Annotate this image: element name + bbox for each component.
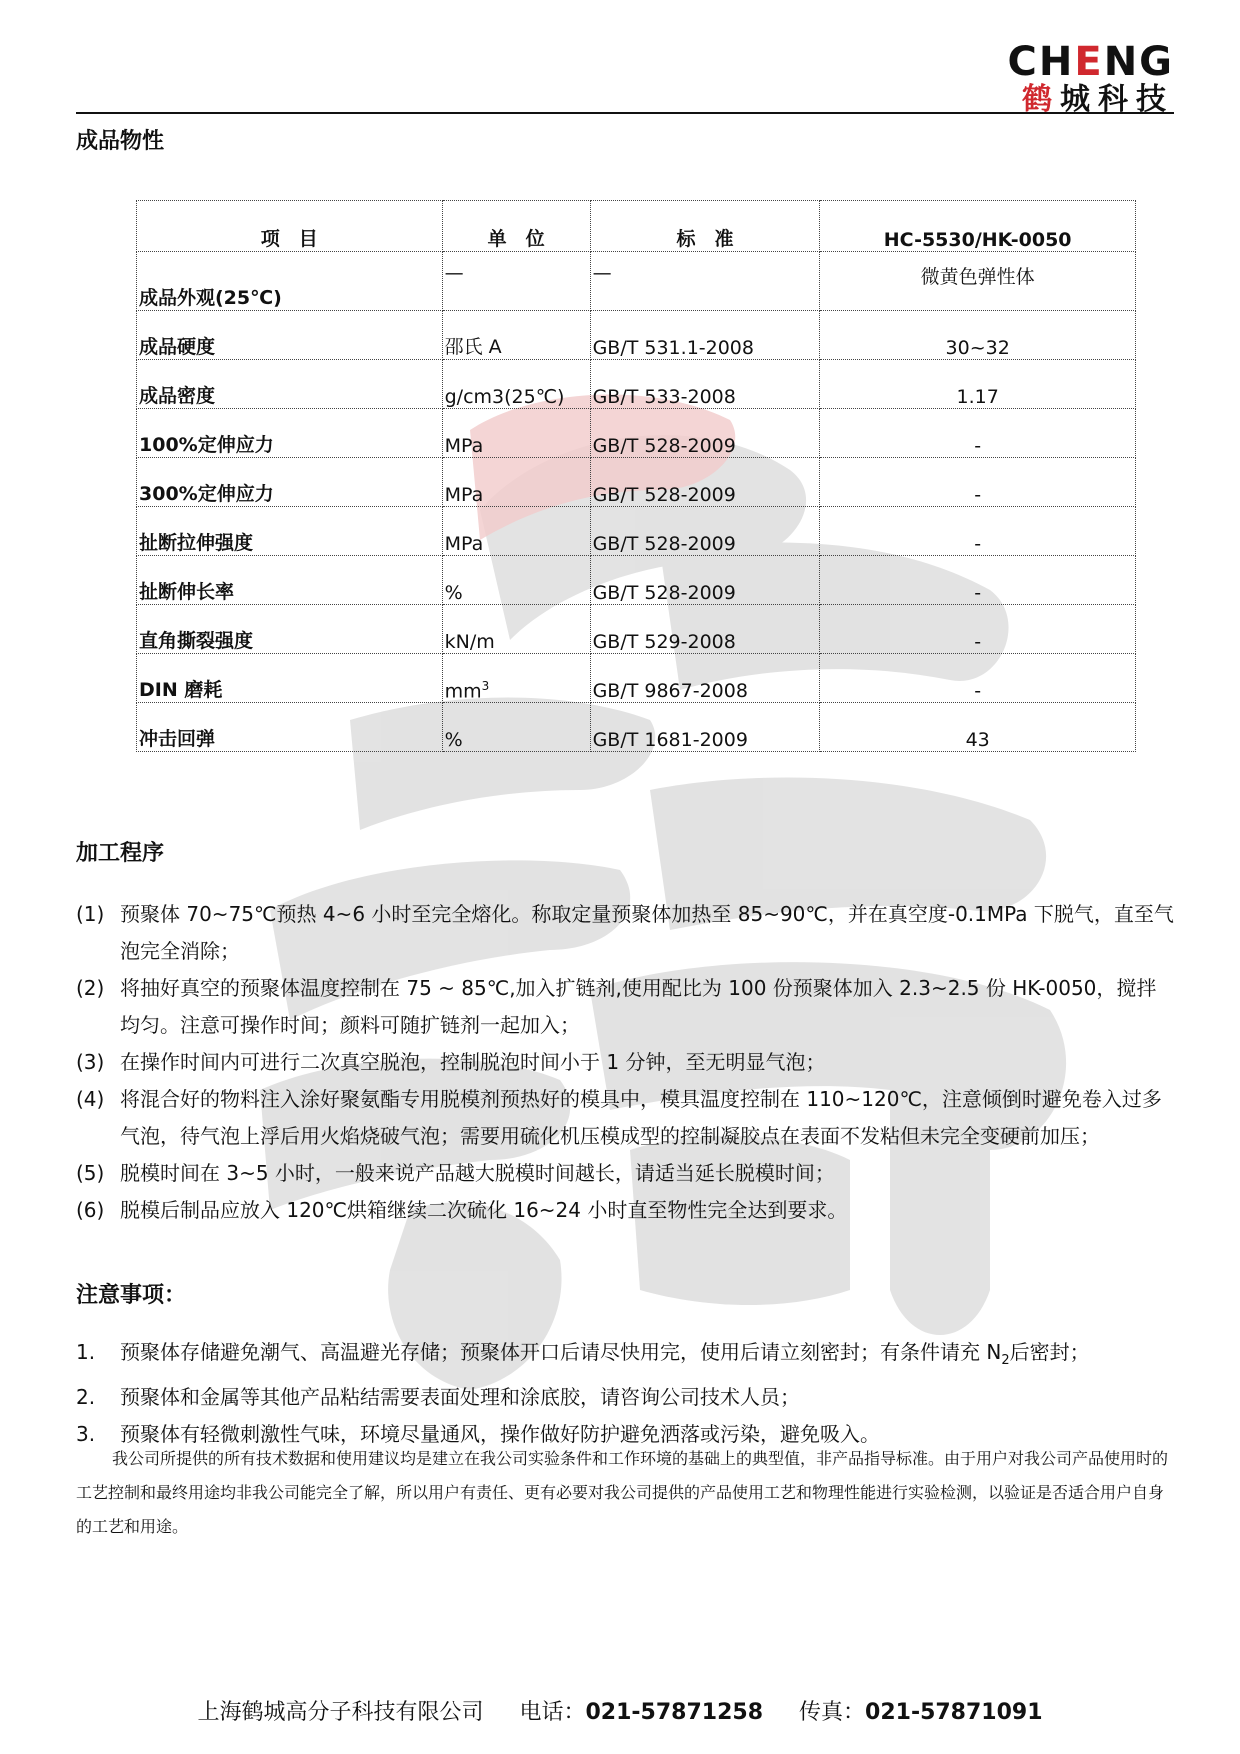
- cell-unit: MPa: [442, 409, 590, 458]
- cell-value: -: [820, 556, 1136, 605]
- cell-value: 43: [820, 703, 1136, 752]
- properties-title: 成品物性: [76, 129, 165, 154]
- cell-item: 300%定伸应力: [137, 458, 443, 507]
- cell-standard: GB/T 528-2009: [590, 507, 820, 556]
- cell-unit: MPa: [442, 507, 590, 556]
- table-row: [137, 311, 1136, 360]
- cell-standard: —: [590, 252, 820, 311]
- step-text: 脱模时间在 3~5 小时，一般来说产品越大脱模时间越长，请适当延长脱模时间；: [120, 1161, 835, 1185]
- cell-value: -: [820, 654, 1136, 703]
- cell-standard: GB/T 528-2009: [590, 458, 820, 507]
- step-text: 将混合好的物料注入涂好聚氨酯专用脱模剂预热好的模具中，模具温度控制在 110~120℃，注意倾倒时避免卷入过多气泡，待气泡上浮后用火焰烧破气泡；需要用硫化机压模成型的控制凝胶点在表面不发粘但未完全变硬前加压；: [120, 1087, 1162, 1148]
- company-logo: [1007, 39, 1174, 118]
- step-number: (2): [76, 976, 105, 1000]
- list-item: [76, 1081, 1176, 1155]
- list-item: [76, 896, 1176, 970]
- list-item: [76, 1044, 1176, 1081]
- table-row: [137, 605, 1136, 654]
- cell-standard: GB/T 533-2008: [590, 360, 820, 409]
- cell-unit: kN/m: [442, 605, 590, 654]
- header-product: HC-5530/HK-0050: [820, 201, 1136, 252]
- footer-contact: [0, 1695, 1240, 1726]
- table-row: [137, 703, 1136, 752]
- cell-value: 微黄色弹性体: [820, 252, 1136, 311]
- cell-item: 成品硬度: [137, 311, 443, 360]
- note-number: 3.: [76, 1422, 96, 1446]
- step-text: 预聚体 70~75℃预热 4~6 小时至完全熔化。称取定量预聚体加热至 85~90℃，并在真空度-0.1MPa 下脱气，直至气泡完全消除；: [120, 902, 1174, 963]
- cell-item: 扯断伸长率: [137, 556, 443, 605]
- footer-phone: 021-57871258: [585, 1700, 763, 1725]
- step-text: 将抽好真空的预聚体温度控制在 75 ~ 85℃,加入扩链剂,使用配比为 100 份预聚体加入 2.3~2.5 份 HK-0050，搅拌均匀。注意可操作时间；颜料可随扩链剂一起加入；: [120, 976, 1157, 1037]
- footer-phone-label: 电话：: [519, 1700, 586, 1725]
- cell-unit: g/cm3(25℃): [442, 360, 590, 409]
- notes-title: 注意事项：: [76, 1283, 187, 1308]
- cell-value: -: [820, 605, 1136, 654]
- list-item: [76, 970, 1176, 1044]
- disclaimer-text: 我公司所提供的所有技术数据和使用建议均是建立在我公司实验条件和工作环境的基础上的典型值，非产品指导标准。由于用户对我公司产品使用时的工艺控制和最终用途均非我公司能完全了解，所以用户有责任、更有必要对我公司提供的产品使用工艺和物理性能进行实验检测，以验证是否适合用户自身的工艺和用途。: [76, 1449, 1169, 1536]
- cell-value: 1.17: [820, 360, 1136, 409]
- logo-english: CHENG: [1007, 39, 1174, 85]
- list-item: [76, 1379, 1176, 1416]
- footer-fax: 021-57871091: [865, 1700, 1043, 1725]
- cell-value: 30~32: [820, 311, 1136, 360]
- cell-value: -: [820, 458, 1136, 507]
- cell-standard: GB/T 531.1-2008: [590, 311, 820, 360]
- table-row: [137, 458, 1136, 507]
- cell-standard: GB/T 9867-2008: [590, 654, 820, 703]
- table-row: [137, 507, 1136, 556]
- footer-company: 上海鹤城高分子科技有限公司: [197, 1700, 484, 1725]
- step-number: (6): [76, 1198, 105, 1222]
- cell-unit: —: [442, 252, 590, 311]
- cell-item: 100%定伸应力: [137, 409, 443, 458]
- step-number: (4): [76, 1087, 105, 1111]
- cell-unit: %: [442, 703, 590, 752]
- table-row: [137, 556, 1136, 605]
- table-row: [137, 409, 1136, 458]
- cell-item: 成品外观(25℃): [137, 252, 443, 311]
- cell-value: -: [820, 409, 1136, 458]
- process-steps: [76, 896, 1176, 1229]
- footer-fax-label: 传真：: [799, 1700, 866, 1725]
- logo-chinese: 鹤城科技: [1022, 82, 1174, 117]
- properties-table: [136, 200, 1136, 752]
- table-row: [137, 252, 1136, 311]
- list-item: [76, 1155, 1176, 1192]
- cell-item: 直角撕裂强度: [137, 605, 443, 654]
- cell-value: -: [820, 507, 1136, 556]
- cell-standard: GB/T 528-2009: [590, 409, 820, 458]
- step-number: (5): [76, 1161, 105, 1185]
- cell-item: DIN 磨耗: [137, 654, 443, 703]
- header-item: 项 目: [137, 201, 443, 252]
- cell-item: 成品密度: [137, 360, 443, 409]
- cell-item: 冲击回弹: [137, 703, 443, 752]
- note-number: 1.: [76, 1340, 96, 1364]
- step-number: (3): [76, 1050, 105, 1074]
- header-standard: 标 准: [590, 201, 820, 252]
- cell-unit: %: [442, 556, 590, 605]
- cell-item: 扯断拉伸强度: [137, 507, 443, 556]
- step-number: (1): [76, 902, 105, 926]
- table-row: [137, 360, 1136, 409]
- cell-standard: GB/T 529-2008: [590, 605, 820, 654]
- cell-unit: 邵氏 A: [442, 311, 590, 360]
- process-title: 加工程序: [76, 841, 165, 866]
- note-text: 预聚体存储避免潮气、高温避光存储；预聚体开口后请尽快用完，使用后请立刻密封；有条件请充 N: [120, 1340, 1002, 1364]
- step-text: 脱模后制品应放入 120℃烘箱继续二次硫化 16~24 小时直至物性完全达到要求。: [120, 1198, 848, 1222]
- note-text: 预聚体和金属等其他产品粘结需要表面处理和涂底胶，请咨询公司技术人员；: [120, 1385, 800, 1409]
- cell-standard: GB/T 1681-2009: [590, 703, 820, 752]
- cell-unit: MPa: [442, 458, 590, 507]
- header-unit: 单 位: [442, 201, 590, 252]
- cell-unit: $mm^3$: [442, 654, 590, 703]
- notes-list: [76, 1334, 1176, 1453]
- step-text: 在操作时间内可进行二次真空脱泡，控制脱泡时间小于 1 分钟，至无明显气泡；: [120, 1050, 826, 1074]
- table-row: [137, 654, 1136, 703]
- cell-standard: GB/T 528-2009: [590, 556, 820, 605]
- table-header-row: [137, 201, 1136, 252]
- header-divider: [76, 112, 1174, 114]
- note-text: 预聚体有轻微刺激性气味，环境尽量通风，操作做好防护避免洒落或污染，避免吸入。: [120, 1422, 880, 1446]
- list-item: 1. 预聚体存储避免潮气、高温避光存储；预聚体开口后请尽快用完，使用后请立刻密封；有条件请充 $N_2$后密封；: [76, 1334, 1176, 1379]
- note-number: 2.: [76, 1385, 96, 1409]
- list-item: [76, 1192, 1176, 1229]
